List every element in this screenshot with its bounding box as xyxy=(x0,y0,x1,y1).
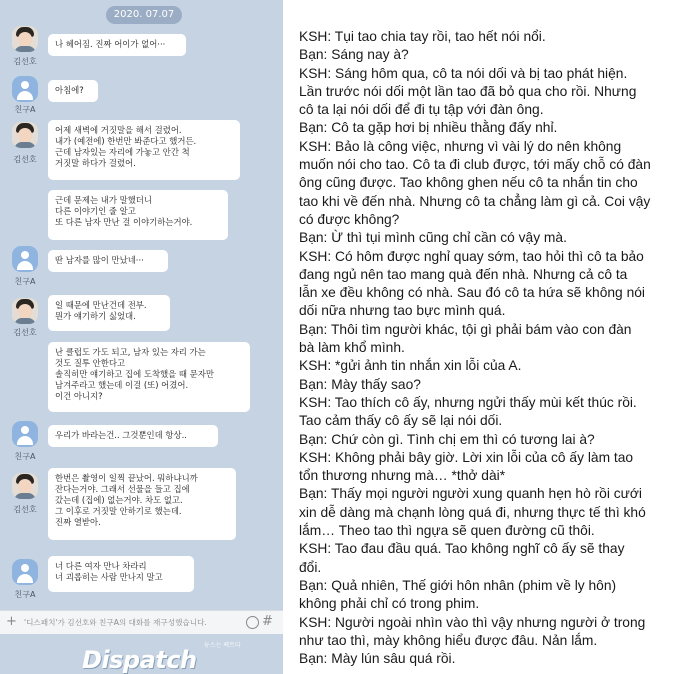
transcript-line: KSH: Sáng hôm qua, cô ta nói dối và bị tao phát hiện. xyxy=(299,65,628,81)
message-bubble: 난 클럽도 가도 되고, 남자 있는 자리 가는 것도 질투 안한다고 솔직히만 얘기하고 집에 도착했을 때 문자만 남겨주라고 했는데 이걸 (또) 어겼어. 이건 아니지? xyxy=(48,342,250,412)
transcript-line: tổn thương nhưng mà… *thở dài* xyxy=(299,468,506,484)
message-bubble: 딴 남자를 많이 만났네··· xyxy=(48,250,168,272)
message-bubble: 우리가 바라는건.. 그것뿐인데 항상.. xyxy=(48,425,218,447)
sender-name: 김선호 xyxy=(13,155,37,164)
default-avatar-icon[interactable] xyxy=(12,246,38,272)
date-badge: 2020. 07.07 xyxy=(106,6,182,24)
message-bubble: 나 헤어짐. 진짜 어이가 없어··· xyxy=(48,34,186,56)
transcript-line: bà làm khổ mình. xyxy=(299,340,405,356)
transcript-line: Bạn: Cô ta gặp hơi bị nhiều thằng đấy nhỉ. xyxy=(299,120,558,136)
sender-name: 김선호 xyxy=(13,328,37,337)
translation-transcript xyxy=(299,28,691,668)
transcript-line: Lần trước nói dối một lần tao đã bỏ qua cho rồi. Nhưng xyxy=(299,83,637,99)
transcript-line: Bạn: Quả nhiên, Thế giới hôn nhân (phim về ly hôn) xyxy=(299,577,617,593)
profile-avatar[interactable] xyxy=(12,122,38,148)
transcript-line: KSH: Bảo là công việc, nhưng vì vài lý do nên không xyxy=(299,138,622,154)
plus-icon[interactable]: + xyxy=(6,614,17,629)
transcript-line: Bạn: Thấy mọi người người xung quanh hẹn hò rồi cưới xyxy=(299,486,642,502)
profile-avatar[interactable] xyxy=(12,26,38,52)
message-bubble: 너 다른 여자 만나 차라리 너 괴롭히는 사람 만나지 말고 xyxy=(48,556,194,592)
transcript-line: KSH: *gửi ảnh tin nhắn xin lỗi của A. xyxy=(299,358,522,374)
transcript-line: KSH: Không phải bây giờ. Lời xin lỗi của cô ấy làm tao xyxy=(299,449,634,465)
sender-name: 김선호 xyxy=(13,57,37,66)
default-avatar-icon[interactable] xyxy=(12,559,38,585)
message-bubble: 어제 새벽에 거짓말을 해서 걸렸어. 내가 (예전에) 한번만 봐준다고 했거든. 근데 남자있는 자리에 가놓고 안간 척 거짓말 하다가 걸렸어. xyxy=(48,120,240,180)
transcript-line: KSH: Tao đau đầu quá. Tao không nghĩ cô ấy sẽ thay xyxy=(299,541,625,557)
transcript-line: có được không? xyxy=(299,211,400,227)
dispatch-logo xyxy=(70,638,241,674)
transcript-line: KSH: Tụi tao chia tay rồi, tao hết nói nổi. xyxy=(299,29,546,44)
sender-name: 친구A xyxy=(14,105,36,114)
transcript-line: đang ngủ nên tao mang quà đến nhà. Nhưng cả cô ta xyxy=(299,266,628,282)
transcript-line: Bạn: Mày thấy sao? xyxy=(299,376,421,392)
message-bubble: 근데 문제는 내가 말했더니 다른 이야기인 줄 알고 또 다른 남자 만난 걸 이야기하는거야. xyxy=(48,190,228,240)
message-bubble: 일 때문에 만난건데 전부. 뭔가 얘기하기 싫었대. xyxy=(48,295,170,331)
message-bubble: 아침에? xyxy=(48,80,98,102)
transcript-line: đổi. xyxy=(299,559,322,575)
transcript-line: KSH: Người ngoài nhìn vào thì vậy nhưng người ở trong xyxy=(299,614,646,630)
transcript-line: Bạn: Thôi tìm người khác, tội gì phải bám vào con đàn xyxy=(299,321,632,337)
sender-name: 친구A xyxy=(14,452,36,461)
brand-name: Dispatch xyxy=(82,646,197,674)
transcript-line: như tao thì, mày không hiểu được đâu. Nản lắm. xyxy=(299,632,598,648)
default-avatar-icon[interactable] xyxy=(12,76,38,102)
profile-avatar[interactable] xyxy=(12,473,38,499)
transcript-line: tao khi về đến nhà. Nhưng cô ta chẳng làm gì cả. Coi vậy xyxy=(299,193,651,209)
transcript-line: không phải chỉ có trong phim. xyxy=(299,596,480,612)
transcript-line: lắm… Theo tao thì ngựa sẽ quen đường cũ thôi. xyxy=(299,523,595,539)
chat-screenshot xyxy=(0,0,283,674)
hashtag-icon[interactable]: # xyxy=(262,614,273,629)
transcript-line: cô ta lại nói dối để đi tụ tập với đàn ông. xyxy=(299,102,544,118)
message-bubble: 한번은 촬영이 일찍 끝났어. 뭐하냐니까 잔다는거야. 그래서 선물을 들고 집에 갔는데 (집에) 없는거야. 차도 없고. 그 이후로 거짓말 안하기로 했는데. 진짜 열받아. xyxy=(48,468,236,540)
brand-footer xyxy=(0,634,283,674)
emoji-icon[interactable] xyxy=(246,616,259,629)
sender-name: 친구A xyxy=(14,590,36,599)
sender-name: 김선호 xyxy=(13,505,37,514)
profile-avatar[interactable] xyxy=(12,298,38,324)
message-input-bar[interactable] xyxy=(0,610,283,635)
brand-tagline: 뉴스는 팩트다 xyxy=(204,642,241,649)
transcript-line: lẫn xe đều không có nhà. Sau đó cô ta hứa sẽ không nói xyxy=(299,285,645,301)
transcript-line: Bạn: Sáng nay à? xyxy=(299,47,409,63)
transcript-line: muốn nói cho tao. Cô ta đi club được, tới mấy chỗ có đàn xyxy=(299,157,651,173)
transcript-line: Bạn: Ừ thì tụi mình cũng chỉ cần có vậy mà. xyxy=(299,230,567,246)
transcript-line: KSH: Tao thích cô ấy, nhưng ngửi thấy mùi kết thúc rồi. xyxy=(299,394,637,410)
default-avatar-icon[interactable] xyxy=(12,421,38,447)
transcript-line: Tao cảm thấy cô ấy sẽ lại nói dối. xyxy=(299,413,503,429)
sender-name: 친구A xyxy=(14,277,36,286)
message-input[interactable]: '디스패치'가 김선호와 친구A의 대화를 재구성했습니다. xyxy=(24,618,207,627)
transcript-line: dối nữa nhưng tao bực mình quá. xyxy=(299,303,506,319)
transcript-line: ông cũng được. Tao không ghen nếu cô ta nhắn tin cho xyxy=(299,175,638,191)
transcript-line: Bạn: Mày lún sâu quá rồi. xyxy=(299,651,456,667)
transcript-line: KSH: Có hôm được nghỉ quay sớm, tao hỏi thì cô ta bảo xyxy=(299,248,644,264)
transcript-line: Bạn: Chứ còn gì. Tình chị em thì có tương lai à? xyxy=(299,431,595,447)
transcript-line: xin dễ dàng mà chạnh lòng quá đi, nhưng thực tế thì khó xyxy=(299,504,646,520)
